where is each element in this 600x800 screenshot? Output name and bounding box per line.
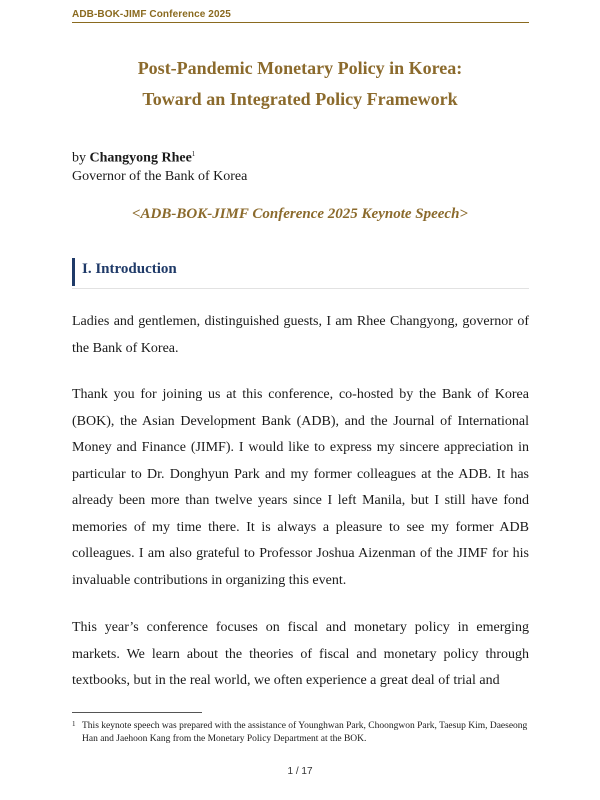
document-title-line-1: Post-Pandemic Monetary Policy in Korea: [137, 58, 463, 78]
paragraph-3: This year’s conference focuses on fiscal and monetary policy in emerging markets. We learn about the theories of fiscal and monetary policy through textbooks, but in the real world, we often experience a great deal of trial and [72, 620, 529, 688]
keynote-label: <ADB-BOK-JIMF Conference 2025 Keynote Speech> [132, 206, 468, 222]
section-heading [72, 258, 529, 289]
page-number: 1 / 17 [287, 766, 313, 777]
running-header: ADB-BOK-JIMF Conference 2025 [72, 9, 529, 23]
footnote-text: This keynote speech was prepared with the assistance of Younghwan Park, Choongwon Park, Taesup Kim, Daeseong Han and Jaehoon Kang from the Monetary Policy Department at the BOK. [82, 721, 528, 744]
author-affiliation: Governor of the Bank of Korea [72, 169, 248, 184]
section-accent-bar [72, 258, 75, 286]
author-name: Changyong Rhee [89, 150, 192, 166]
paragraph-2: Thank you for joining us at this conference, co-hosted by the Bank of Korea (BOK), the Asian Development Bank (ADB), and the Journal of International Money and Finance (JIMF). I would like to express my sincere appreciation in particular to Dr. Donghyun Park and my former colleagues at the ADB. It has already been more than twelve years since I left Manila, but I still have fond memories of my time there. It is always a pleasure to see my former ADB colleagues. I am also grateful to Professor Joshua Aizenman of the JIMF for his invaluable contributions in organizing this event. [72, 387, 529, 588]
document-title-line-2: Toward an Integrated Policy Framework [142, 89, 458, 109]
byline-prefix: by [72, 150, 86, 166]
author-footnote-mark[interactable]: 1 [191, 150, 196, 158]
footnote-mark: 1 [72, 720, 76, 728]
footnote-divider [72, 712, 202, 713]
footnote [72, 720, 529, 746]
section-title: I. Introduction [82, 261, 177, 277]
byline [72, 144, 195, 169]
paragraph-1: Ladies and gentlemen, distinguished guests, I am Rhee Changyong, governor of the Bank of Korea. [72, 314, 529, 356]
